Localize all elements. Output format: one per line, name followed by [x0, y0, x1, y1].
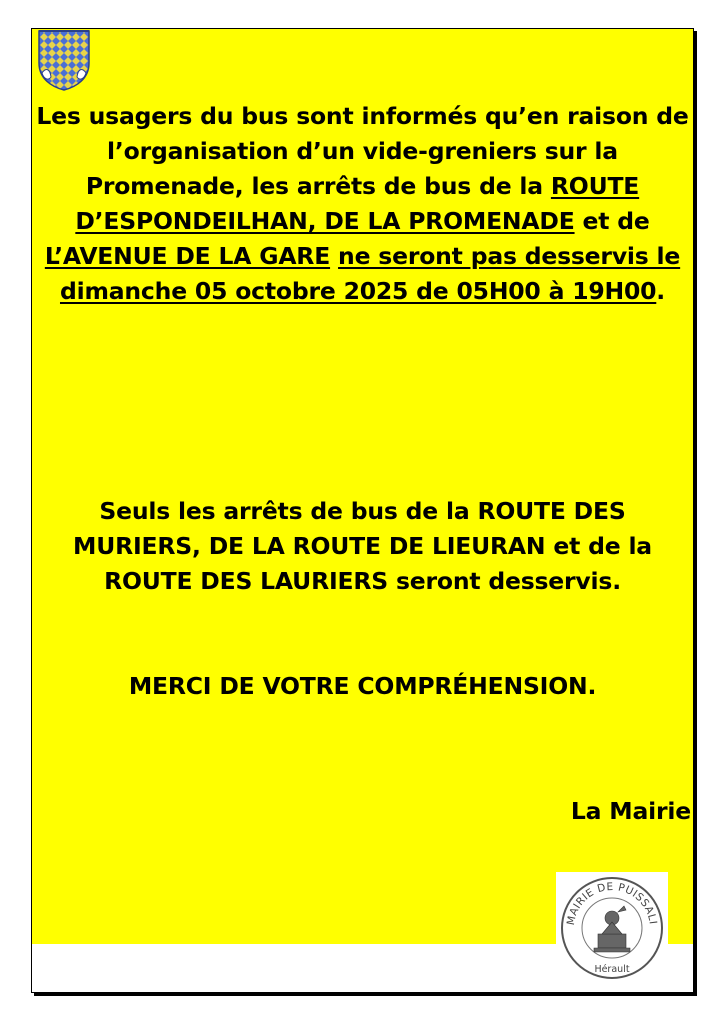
avenue-gare-text: L’AVENUE DE LA GARE: [44, 242, 331, 270]
para1-connector: et de: [574, 207, 650, 235]
stamp-ring-text: MAIRIE DE PUISSALI: [564, 880, 659, 927]
thanks-line: MERCI DE VOTRE COMPRÉHENSION.: [128, 672, 597, 700]
closure-date-text: ne seront pas desservis le dimanche 05 octobre 2025 de 05H00 à 19H00: [59, 242, 681, 305]
para1-space: [330, 242, 338, 270]
paragraph-served-stops: Seuls les arrêts de bus de la ROUTE DES MURIERS, DE LA ROUTE DE LIEURAN et de la ROUTE DES LAURIERS seront desservis.: [73, 497, 652, 595]
para1-intro: Les usagers du bus sont informés qu’en raison de l’organisation d’un vide-greniers sur la Promenade, les arrêts de bus de la: [36, 102, 689, 200]
para1-period: .: [656, 277, 666, 305]
mairie-stamp: [556, 872, 668, 984]
coat-of-arms-icon: [36, 29, 92, 91]
stamp-bottom-text: Hérault: [594, 964, 630, 975]
paragraph-closed-stops: [32, 99, 693, 309]
closed-roads-text: ROUTE D’ESPONDEILHAN, DE LA PROMENADE: [75, 172, 640, 235]
stamp-seal-icon: [556, 872, 668, 984]
notice-sheet: [31, 28, 694, 993]
yellow-background: [32, 29, 693, 944]
notice-body: [32, 99, 693, 825]
signature: La Mairie: [570, 797, 691, 825]
